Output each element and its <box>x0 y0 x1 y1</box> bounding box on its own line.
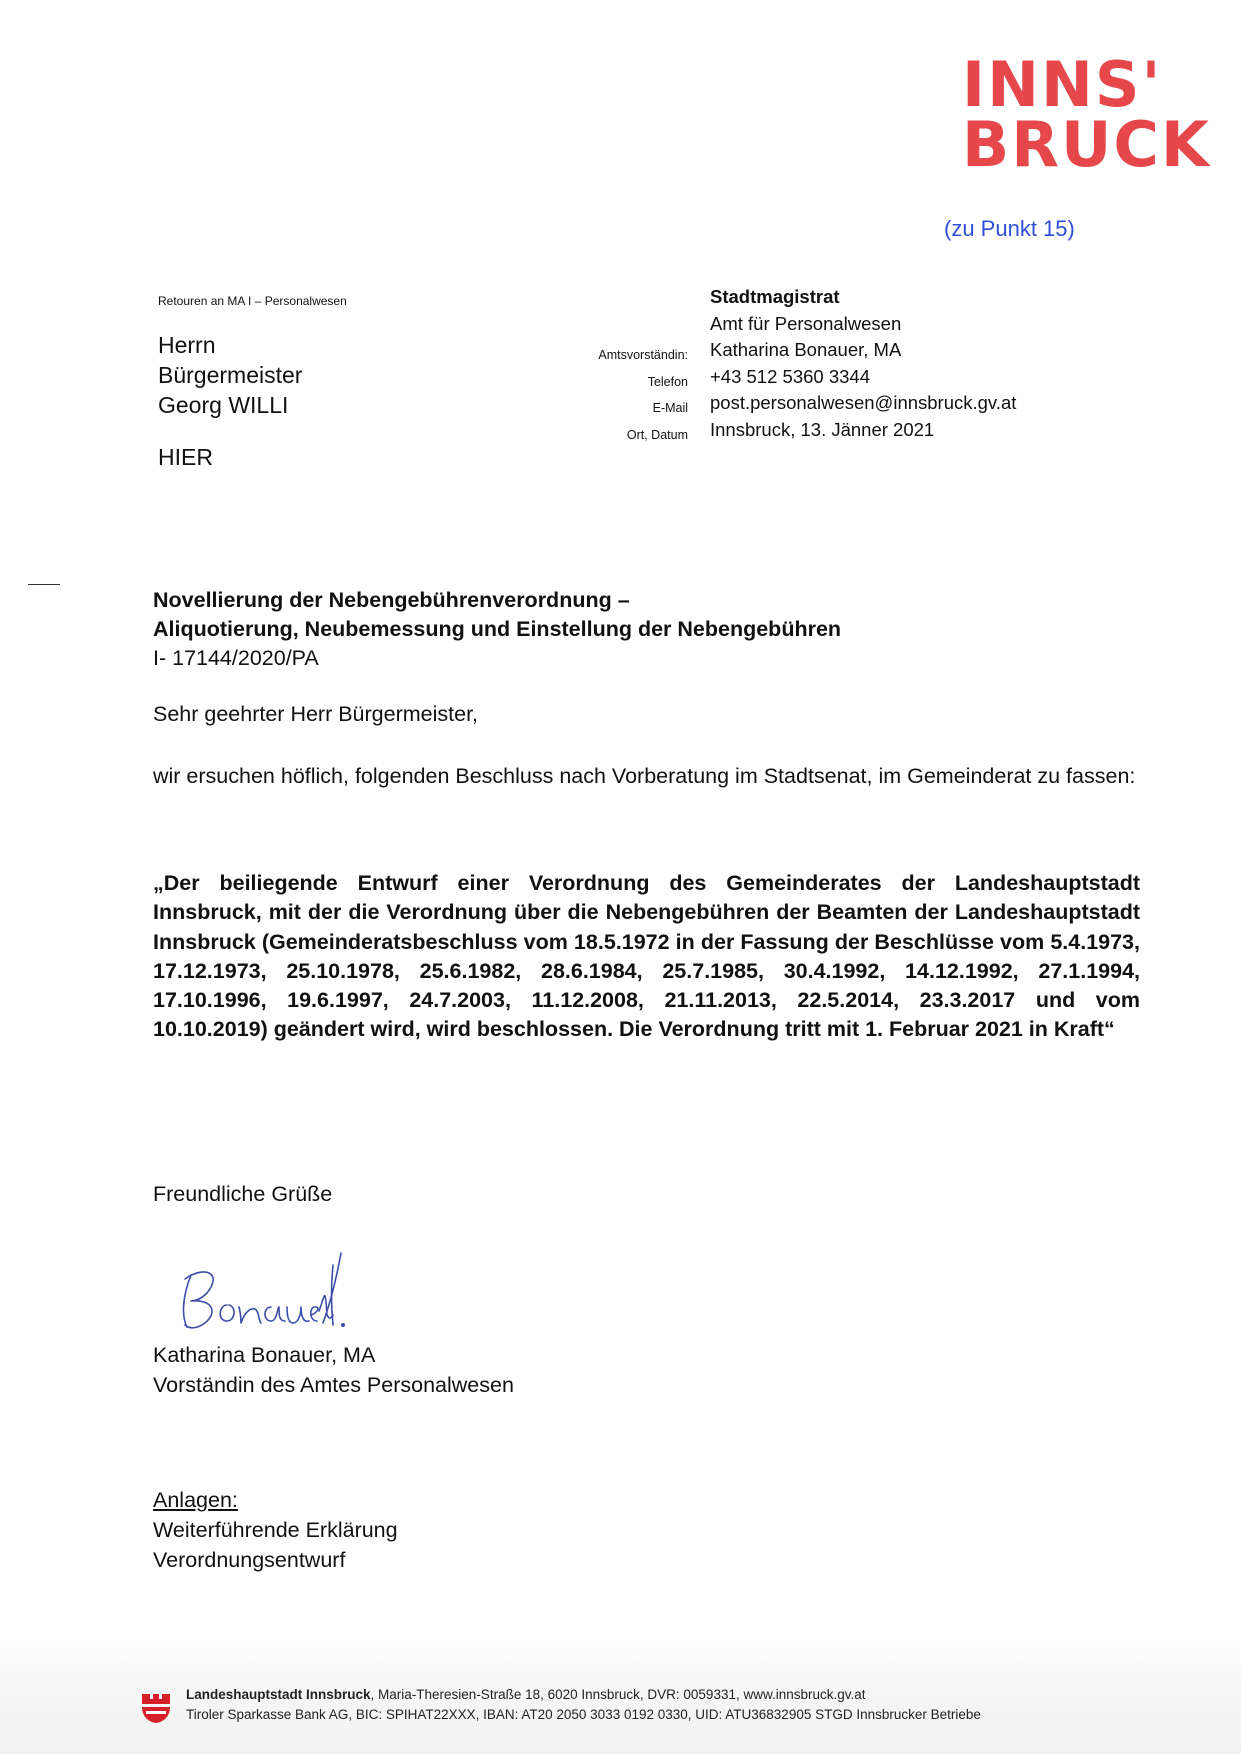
sender-label-head: Amtsvorständin: <box>598 348 688 362</box>
sender-labels <box>560 342 688 448</box>
signer-block <box>153 1340 514 1400</box>
resolution-text: „Der beiliegende Entwurf einer Verordnung des Gemeinderates der Landeshauptstadt Innsbruck, mit der die Verordnung über die Nebengebühren der Beamten der Landeshauptstadt Innsbruck (Gemeinderatsbeschluss vom 18.5.1972 in der Fassung der Beschlüsse vom 5.4.1973, 17.12.1973, 25.10.1978, 25.6.1982, 28.6.1984, 25.7.1985, 30.4.1992, 14.12.1992, 27.1.1994, 17.10.1996, 19.6.1997, 24.7.2003, 11.12.2008, 21.11.2013, 22.5.2014, 23.3.2017 und vom 10.10.2019) geändert wird, wird beschlossen. Die Verordnung tritt mit 1. Februar 2021 in Kraft“ <box>153 871 1140 1042</box>
footer-address: , Maria-Theresien-Straße 18, 6020 Innsbruck, DVR: 0059331, www.innsbruck.gv.at <box>370 1687 866 1702</box>
agenda-reference: (zu Punkt 15) <box>944 216 1075 241</box>
sender-values <box>710 284 1016 443</box>
salutation: Sehr geehrter Herr Bürgermeister, <box>153 702 479 726</box>
attachment-item-explanation: Weiterführende Erklärung <box>153 1518 398 1542</box>
sender-phone: +43 512 5360 3344 <box>710 365 870 387</box>
sender-department: Amt für Personalwesen <box>710 312 902 334</box>
sender-label-place-date: Ort, Datum <box>626 427 688 442</box>
fold-mark <box>28 584 60 585</box>
recipient-block <box>158 330 302 420</box>
footer-org: Landeshauptstadt Innsbruck <box>186 1687 371 1702</box>
logo-line-1: INNS' <box>962 48 1163 121</box>
signer-role: Vorständin des Amtes Personalwesen <box>153 1373 514 1397</box>
return-address: Retouren an MA I – Personalwesen <box>158 294 347 308</box>
subject-block <box>153 586 841 673</box>
sender-head: Katharina Bonauer, MA <box>710 339 902 360</box>
sender-email: post.personalwesen@innsbruck.gv.at <box>710 392 1017 413</box>
handwritten-signature <box>175 1245 345 1335</box>
recipient-location: HIER <box>158 444 213 470</box>
subject-line-1: Novellierung der Nebengebührenverordnung – <box>153 588 630 612</box>
request-text: wir ersuchen höflich, folgenden Beschluss nach Vorberatung im Stadtsenat, im Gemeinderat zu fassen: <box>153 764 1136 788</box>
subject-line-2: Aliquotierung, Neubemessung und Einstellung der Nebengebühren <box>153 617 842 641</box>
footer-line-2: Tiroler Sparkasse Bank AG, BIC: SPIHAT22XXX, IBAN: AT20 2050 3033 0192 0330, UID: ATU36832905 STGD Innsbrucker Betriebe <box>186 1707 981 1722</box>
recipient-title: Bürgermeister <box>158 362 303 388</box>
footer-line-1 <box>186 1685 981 1705</box>
attachments-block <box>153 1485 398 1575</box>
attachment-item-draft: Verordnungsentwurf <box>153 1548 346 1572</box>
signer-name: Katharina Bonauer, MA <box>153 1343 376 1367</box>
innsbruck-logo <box>962 48 1212 181</box>
sender-place-date: Innsbruck, 13. Jänner 2021 <box>710 418 935 440</box>
closing: Freundliche Grüße <box>153 1182 333 1206</box>
logo-line-2: BRUCK <box>962 108 1211 181</box>
recipient-salutation: Herrn <box>158 332 216 358</box>
sender-label-phone: Telefon <box>647 374 688 389</box>
footer-text <box>186 1685 981 1725</box>
city-emblem-icon <box>140 1690 172 1724</box>
subject-reference: I- 17144/2020/PA <box>153 646 319 670</box>
sender-organization: Stadtmagistrat <box>710 286 840 307</box>
recipient-name: Georg WILLI <box>158 392 289 418</box>
sender-label-email: E-Mail <box>652 401 688 415</box>
attachments-heading: Anlagen: <box>153 1488 238 1512</box>
